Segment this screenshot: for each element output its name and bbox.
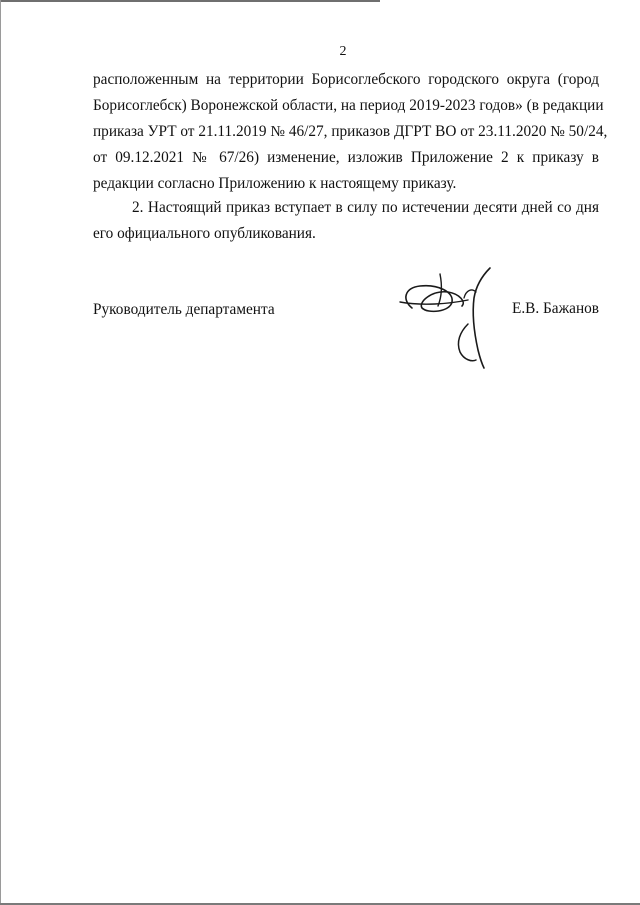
paragraph-line: от 09.12.2021 № 67/26) изменение, изложив Приложение 2 к приказу в [93, 149, 599, 166]
paragraph-line: Борисоглебск) Воронежской области, на период 2019-2023 годов» (в редакции [93, 97, 604, 114]
scan-border-left [0, 0, 1, 905]
signer-name: Е.В. Бажанов [512, 300, 600, 317]
paragraph-line: редакции согласно Приложению к настоящему приказу. [93, 175, 457, 192]
signature-block [0, 300, 640, 370]
paragraph-item-2 [93, 195, 599, 247]
paragraph-line: приказа УРТ от 21.11.2019 № 46/27, приказов ДГРТ ВО от 23.11.2020 № 50/24, [93, 123, 608, 140]
paragraph-line: 2. Настоящий приказ вступает в силу по истечении десяти дней со дня [132, 199, 599, 216]
signer-position: Руководитель департамента [93, 301, 275, 318]
page-number: 2 [339, 44, 347, 59]
paragraph-continuation [93, 67, 608, 197]
scan-border-top [0, 0, 380, 2]
paragraph-line: расположенным на территории Борисоглебского городского округа (город [93, 71, 599, 88]
handwritten-signature [392, 262, 502, 372]
paragraph-line: его официального опубликования. [93, 225, 316, 242]
